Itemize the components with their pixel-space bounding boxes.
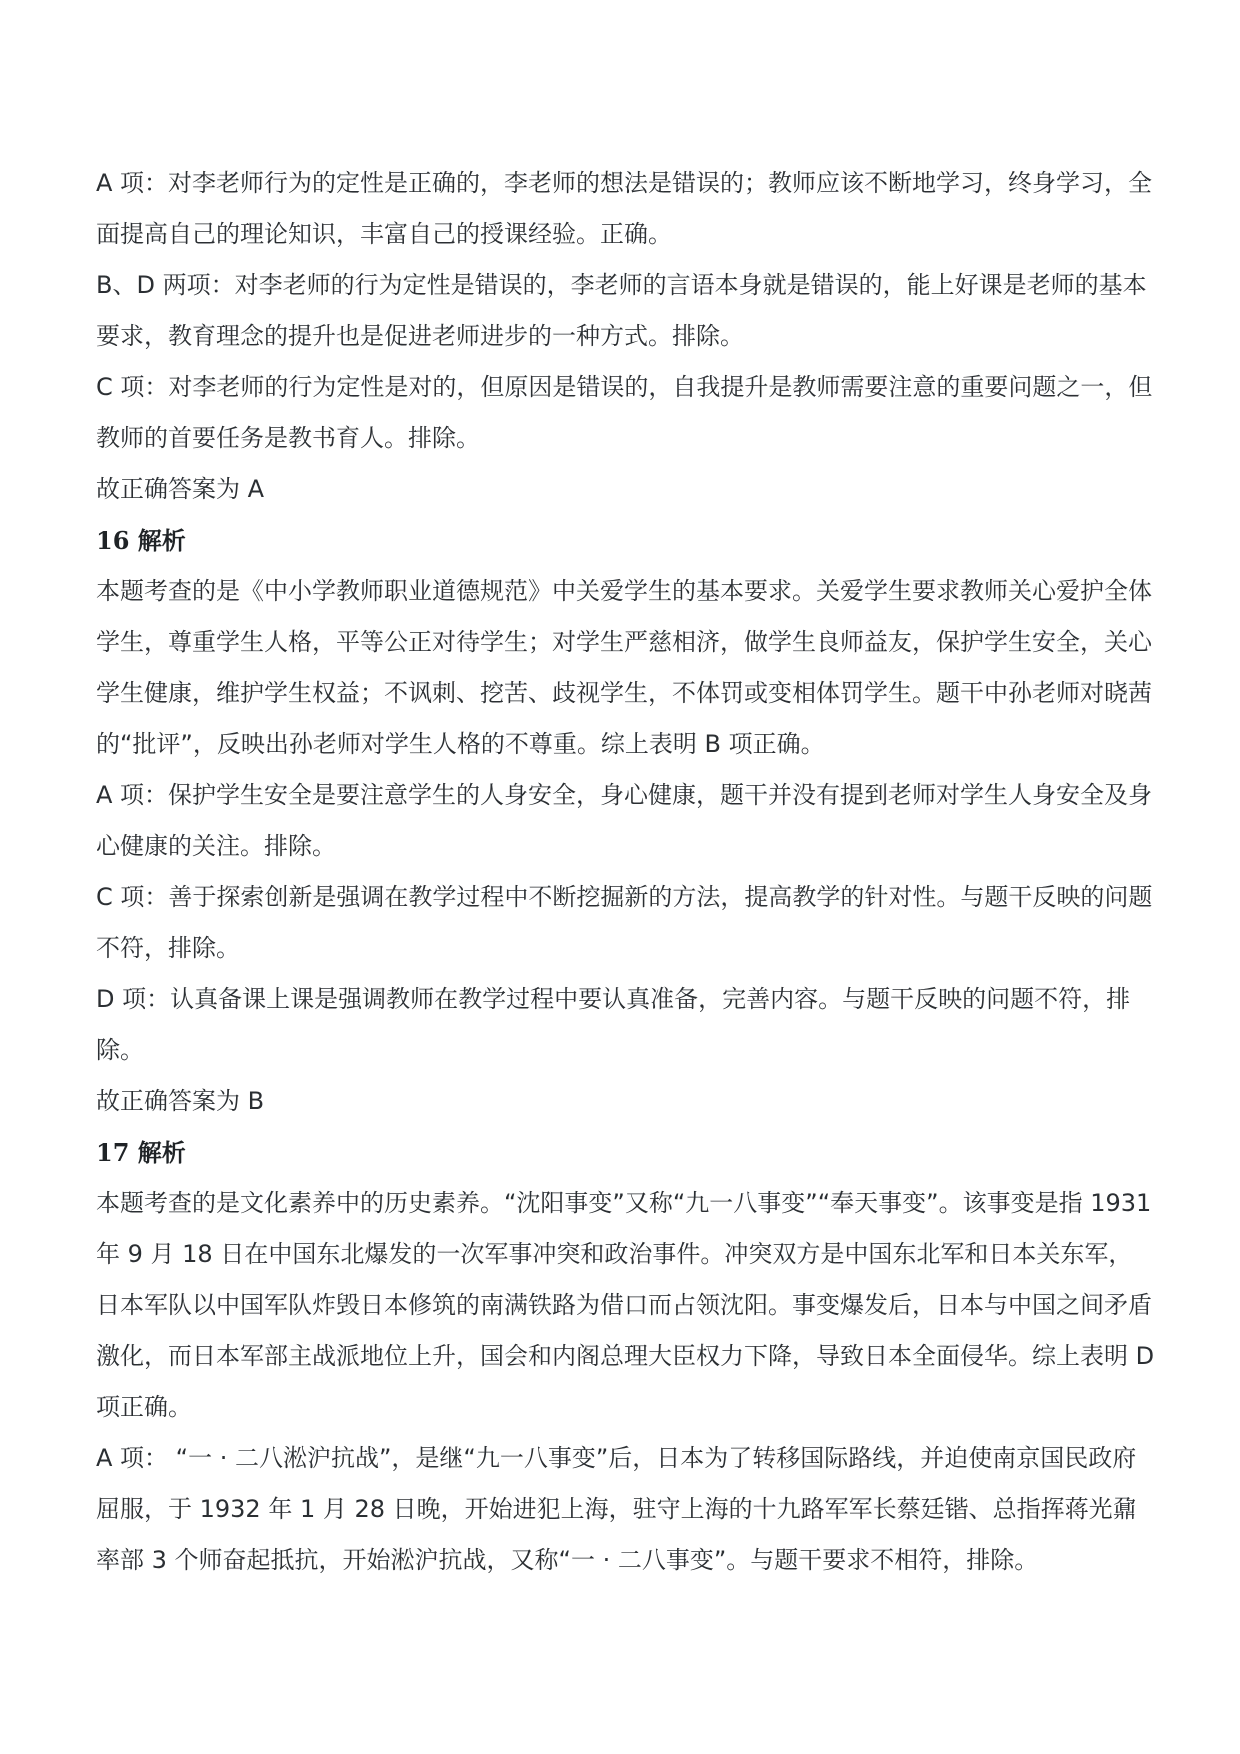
document-page (96, 158, 1156, 1586)
option-c-analysis-16: C 项：善于探索创新是强调在教学过程中不断挖掘新的方法，提高教学的针对性。与题干反映的问题不符，排除。 (96, 883, 1153, 962)
answer-15: 故正确答案为 A (96, 475, 265, 503)
option-a-analysis-17: A 项： “一 · 二八淞沪抗战”，是继“九一八事变”后，日本为了转移国际路线，并迫使南京国民政府屈服，于 1932 年 1 月 28 日晚，开始进犯上海，驻守上海的十九路军军长蔡廷锴、总指挥蒋光鼐率部 3 个师奋起抵抗，开始淞沪抗战，又称“一 · 二八事变”。与题干要求不相符，排除。 (96, 1444, 1137, 1574)
heading-17: 17 解析 (96, 1138, 186, 1167)
answer-16: 故正确答案为 B (96, 1087, 265, 1115)
option-d-analysis-16: D 项：认真备课上课是强调教师在教学过程中要认真准备，完善内容。与题干反映的问题不符，排除。 (96, 985, 1131, 1064)
analysis-intro-17: 本题考查的是文化素养中的历史素养。“沈阳事变”又称“九一八事变”“奉天事变”。该事变是指 1931 年 9 月 18 日在中国东北爆发的一次军事冲突和政治事件。冲突双方是中国东北军和日本关东军，日本军队以中国军队炸毁日本修筑的南满铁路为借口而占领沈阳。事变爆发后，日本与中国之间矛盾激化，而日本军部主战派地位上升，国会和内阁总理大臣权力下降，导致日本全面侵华。综上表明 D 项正确。 (96, 1189, 1155, 1421)
option-c-analysis-15: C 项：对李老师的行为定性是对的，但原因是错误的，自我提升是教师需要注意的重要问题之一，但教师的首要任务是教书育人。排除。 (96, 373, 1153, 452)
option-a-analysis-15: A 项：对李老师行为的定性是正确的，李老师的想法是错误的；教师应该不断地学习，终身学习，全面提高自己的理论知识，丰富自己的授课经验。正确。 (96, 169, 1153, 248)
option-bd-analysis-15: B、D 两项：对李老师的行为定性是错误的，李老师的言语本身就是错误的，能上好课是老师的基本要求，教育理念的提升也是促进老师进步的一种方式。排除。 (96, 271, 1147, 350)
analysis-intro-16: 本题考查的是《中小学教师职业道德规范》中关爱学生的基本要求。关爱学生要求教师关心爱护全体学生，尊重学生人格，平等公正对待学生；对学生严慈相济，做学生良师益友，保护学生安全，关心学生健康，维护学生权益；不讽刺、挖苦、歧视学生，不体罚或变相体罚学生。题干中孙老师对晓茜的“批评”，反映出孙老师对学生人格的不尊重。综上表明 B 项正确。 (96, 577, 1152, 758)
heading-16: 16 解析 (96, 526, 186, 555)
option-a-analysis-16: A 项：保护学生安全是要注意学生的人身安全，身心健康，题干并没有提到老师对学生人身安全及身心健康的关注。排除。 (96, 781, 1153, 860)
